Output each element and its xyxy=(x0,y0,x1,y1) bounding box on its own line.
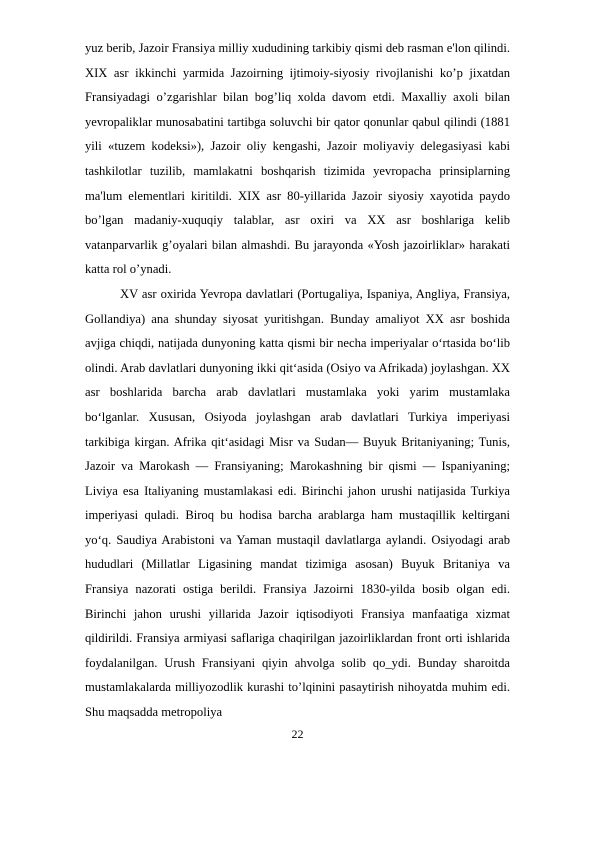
paragraph-continuation: yuz berib, Jazoir Fransiya milliy xududining tarkibiy qismi deb rasman e'lon qilindi. XIX asr ikkinchi yarmida Jazoirning ijtimoiy-siyosiy rivojlanishi ko’p jixatdan Fransiyadagi o’zgarishlar bilan bog’liq xolda davom etdi. Maxalliy axoli bilan yevropaliklar munosabatini tartibga soluvchi bir qator qonunlar qabul qilindi (1881 yili «tuzem kodeksi»), Jazoir oliy kengashi, Jazoir moliyaviy delegasiyasi kabi tashkilotlar tuzilib, mamlakatni boshqarish tizimida yevropacha prinsiplarning ma'lum elementlari kiritildi. XIX asr 80-yillarida Jazoir siyosiy xayotida paydo bo’lgan madaniy-xuquqiy talablar, asr oxiri va XX asr boshlariga kelib vatanparvarlik g’oyalari bilan almashdi. Bu jarayonda «Yosh jazoirliklar» harakati katta rol o’ynadi. xyxy=(85,41,510,277)
paragraph-colonial-history: XV asr oxirida Yevropa davlatlari (Portugaliya, Ispaniya, Angliya, Fransiya, Gollandiya) ana shunday siyosat yuritishgan. Bunday amaliyot XX asr boshida avjiga chiqdi, natijada dunyoning katta qismi bir necha imperiyalar o‘rtasida bo‘lib olindi. Arab davlatlari dunyoning ikki qit‘asida (Osiyo va Afrikada) joylashgan. XX asr boshlarida barcha arab davlatlari mustamlaka yoki yarim mustamlaka bo‘lganlar. Xususan, Osiyoda joylashgan arab davlatlari Turkiya imperiyasi tarkibiga kirgan. Afrika qit‘asidagi Misr va Sudan— Buyuk Britaniyaning; Tunis, Jazoir va Marokash — Fransiyaning; Marokashning bir qismi — Ispaniyaning; Liviya esa Italiyaning mustamlakasi edi. Birinchi jahon urushi natijasida Turkiya imperiyasi quladi. Biroq bu hodisa barcha arablarga ham mustaqillik keltirgani yo‘q. Saudiya Arabistoni va Yaman mustaqil davlatlarga aylandi. Osiyodagi arab hududlari (Millatlar Ligasining mandat tizimiga asosan) Buyuk Britaniya va Fransiya nazorati ostiga berildi. Fransiya Jazoirni 1830-yilda bosib olgan edi. Birinchi jahon urushi yillarida Jazoir iqtisodiyoti Fransiya manfaatiga xizmat qildirildi. Fransiya armiyasi saflariga chaqirilgan jazoirliklardan front orti ishlarida foydalanilgan. Urush Fransiyani qiyin ahvolga solib qo_ydi. Bunday sharoitda mustamlakalarda milliyozodlik kurashi to’lqinini pasaytirish nihoyatda muhim edi. Shu maqsadda metropoliya xyxy=(85,286,510,720)
page-number: 22 xyxy=(291,727,304,741)
page-body xyxy=(85,36,510,725)
